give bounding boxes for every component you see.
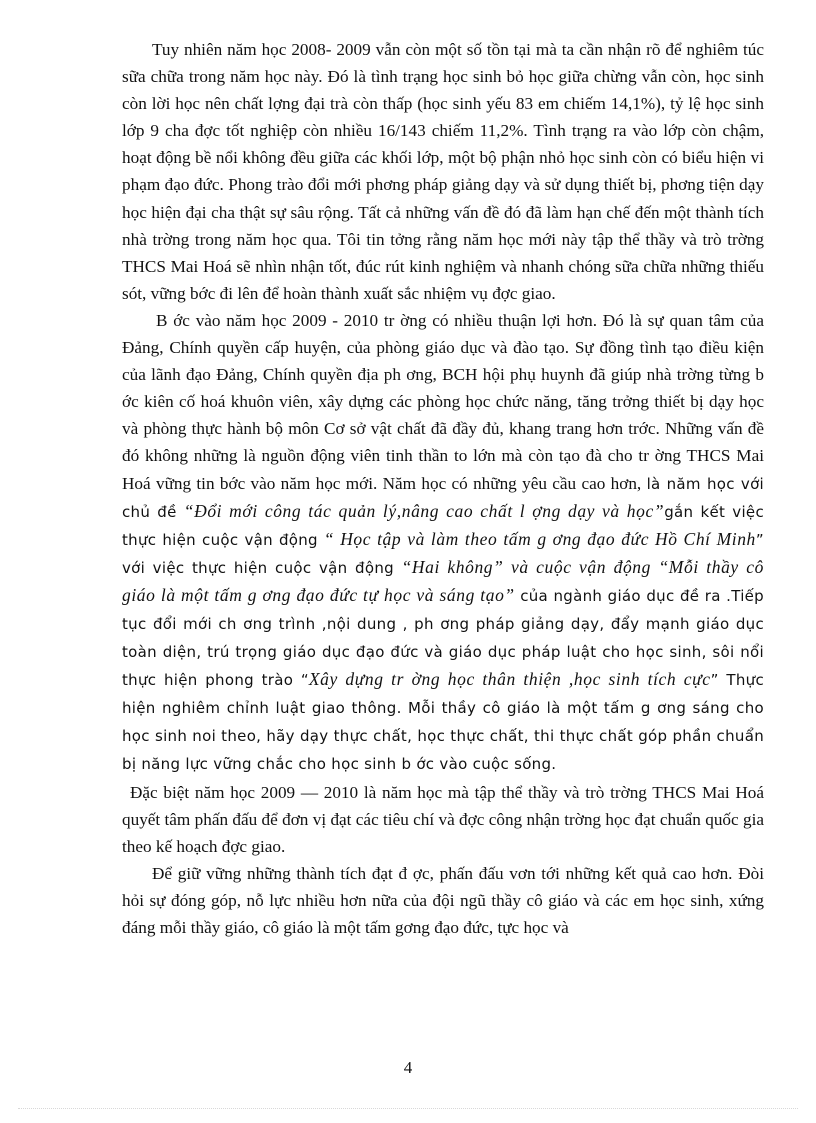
document-body	[122, 36, 764, 941]
campaign-quote-ho-chi-minh: “ Học tập và làm theo tấm g ơng đạo đức Hồ Chí Minh	[323, 528, 756, 549]
friendly-school-quote: Xây dựng tr ờng học thân thiện ,học sinh tích cực	[308, 669, 711, 690]
campaign-lead: gắn kết việc thực hiện cuộc vận động	[122, 502, 764, 549]
traffic-law-text: ” Thực hiện nghiêm chỉnh luật giao thông. Mỗi thầy cô giáo là một tấm g ơng sáng cho học sinh noi theo, hãy dạy thực chất, học thực chất, thi thực chất góp phần chuẩn bị năng lực vững chắc cho học sinh b ớc vào cuộc sống.	[122, 671, 764, 774]
education-reform-text: của ngành giáo dục đề ra .Tiếp tục đổi mới ch ơng trình ,nội dung , ph ơng pháp giảng dạy, đẩy mạnh giáo dục toàn diện, trú trọng giáo dục đạo đức và giáo dục pháp luật cho học sinh, sôi nổi thực hiện phong trào “	[122, 586, 765, 690]
paragraph-shortcomings: Tuy nhiên năm học 2008- 2009 vẫn còn một số tồn tại mà ta cần nhận rõ để nghiêm túc sữa chữa trong năm học này. Đó là tình trạng học sinh bỏ học giữa chừng vẫn còn, học sinh còn lời học nên chất lợng đại trà còn thấp (học sinh yếu 83 em chiếm 14,1%), tỷ lệ học sinh lớp 9 cha đợc tốt nghiệp còn nhiều 16/143 chiếm 11,2%. Tình trạng ra vào lớp còn chậm, hoạt động bề nổi không đều giữa các khối lớp, một bộ phận nhỏ học sinh còn có biểu hiện vi phạm đạo đức. Phong trào đổi mới phơng pháp giảng dạy và sử dụng thiết bị, phơng tiện dạy học hiện đại cha thật sự sâu rộng. Tất cả những vấn đề đó đã làm hạn chế đến một thành tích nhà trờng trong năm học qua. Tôi tin tởng rằng năm học mới này tập thể thầy và trò trờng THCS Mai Hoá sẽ nhìn nhận tốt, đúc rút kinh nghiệm và nhanh chóng sữa chữa những thiếu sót, vững bớc đi lên để hoàn thành xuất sắc nhiệm vụ đợc giao.	[122, 40, 764, 303]
campaign-quote-hai-khong: “Hai không” và cuộc vận động “Mỗi thầy cô giáo là một tấm g ơng đạo đức tự học và sáng tạo”	[122, 556, 764, 605]
paragraph-new-year-theme	[122, 475, 764, 774]
campaign-connector: ” với việc thực hiện cuộc vận động	[122, 530, 764, 577]
paragraph-new-year-intro: B ớc vào năm học 2009 - 2010 tr ờng có nhiều thuận lợi hơn. Đó là sự quan tâm của Đảng, Chính quyền cấp huyện, của phòng giáo dục và đào tạo. Sự đồng tình tạo điều kiện của lãnh đạo Đảng, Chính quyền địa ph ơng, BCH hội phụ huynh đã giúp nhà trờng từng b ớc kiên cố hoá khuôn viên, xây dựng các phòng học chức năng, tăng trởng thiết bị dạy học và phòng thực hành bộ môn Cơ sở vật chất đã đầy đủ, khang trang hơn trớc. Những vấn đề đó không những là nguồn động viên tinh thần to lớn mà còn tạo đà cho tr ờng THCS Mai Hoá vững tin bớc vào năm học mới. Năm học có những yêu cầu cao hơn,	[122, 310, 764, 493]
paragraph-maintain-achievements: Để giữ vững những thành tích đạt đ ợc, phấn đấu vơn tới những kết quả cao hơn. Đòi hỏi sự đóng góp, nỗ lực nhiều hơn nữa của đội ngũ thầy cô giáo và các em học sinh, xứng đáng mỗi thầy giáo, cô giáo là một tấm gơng đạo đức, tực học và	[122, 863, 764, 937]
page-bottom-border	[18, 1108, 798, 1109]
paragraph-new-school-year	[122, 307, 764, 779]
page-number: 4	[403, 1058, 413, 1077]
theme-lead: là năm học với chủ đề	[122, 474, 765, 521]
paragraph-national-standard: Đặc biệt năm học 2009 — 2010 là năm học mà tập thể thầy và trò trờng THCS Mai Hoá quyết tâm phấn đấu để đơn vị đạt các tiêu chí và đợc công nhận trờng học đạt chuẩn quốc gia theo kế hoạch đợc giao.	[122, 782, 764, 856]
theme-quote: “Đổi mới công tác quản lý,nâng cao chất l ợng dạy và học”	[183, 500, 665, 521]
